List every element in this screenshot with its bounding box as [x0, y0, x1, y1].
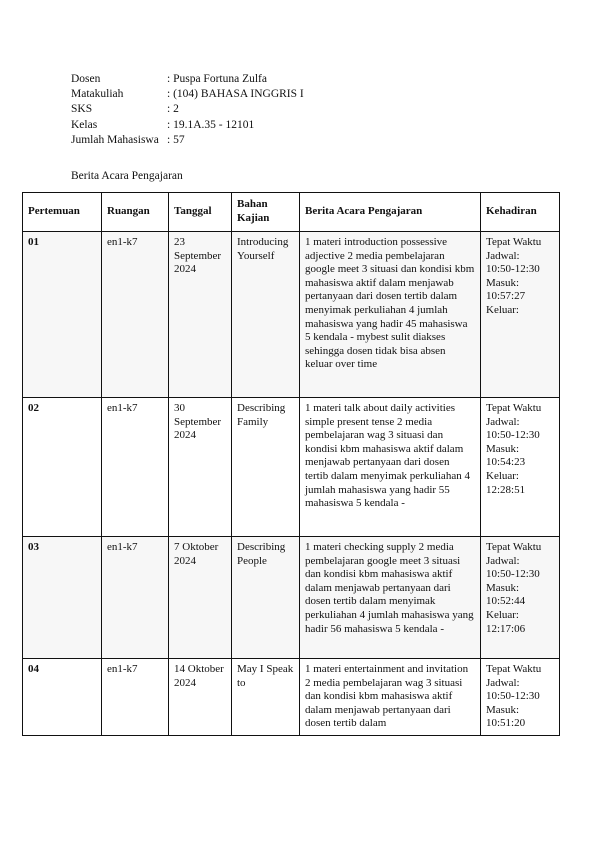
cell-tanggal: 14 Oktober 2024 [169, 659, 232, 736]
kehadiran-masuk-label: Masuk: [486, 703, 519, 716]
info-label: Dosen [71, 73, 101, 85]
kehadiran-keluar: 12:17:06 [486, 622, 526, 635]
cell-bahan-kajian: May I Speak to [232, 659, 300, 736]
cell-berita-acara: 1 materi checking supply 2 media pembelajaran google meet 3 situasi dan kondisi kbm mahasiswa aktif dalam menjawab pertanyaan dari dosen tertib dalam menyimak perkuliahan 4 jumlah mahasiswa yang hadir 56 mahasiswa 5 kendala - [300, 537, 481, 659]
cell-tanggal: 7 Oktober 2024 [169, 537, 232, 659]
cell-berita-acara: 1 materi introduction possessive adjective 2 media pembelajaran google meet 3 situasi dan kondisi kbm mahasiswa aktif dalam menjawab pertanyaan dari dosen tertib dalam menyimak perkuliahan 4 jumlah mahasiswa yang hadir 45 mahasiswa 5 kendala - mybest sulit diakses sehingga dosen tidak bisa absen keluar over time [300, 232, 481, 398]
info-value: : 19.1A.35 - 12101 [167, 118, 255, 131]
kehadiran-status: Tepat Waktu [486, 236, 542, 248]
kehadiran-masuk: 10:57:27 [486, 290, 526, 303]
table-row [23, 232, 560, 398]
kehadiran-masuk-label: Masuk: [486, 276, 519, 289]
kehadiran-jadwal: 10:50-12:30 [486, 690, 540, 703]
section-title: Berita Acara Pengajaran [71, 170, 183, 182]
cell-pertemuan: 04 [23, 659, 102, 736]
kehadiran-jadwal-label: Jadwal: [486, 249, 520, 262]
cell-ruangan: en1-k7 [102, 659, 169, 736]
cell-pertemuan: 02 [23, 398, 102, 537]
info-row-dosen [71, 72, 304, 87]
cell-pertemuan: 03 [23, 537, 102, 659]
header-pertemuan: Pertemuan [23, 193, 102, 232]
info-label: Kelas [71, 118, 98, 131]
cell-ruangan: en1-k7 [102, 537, 169, 659]
kehadiran-jadwal-label: Jadwal: [486, 676, 520, 689]
kehadiran-jadwal: 10:50-12:30 [486, 429, 540, 442]
kehadiran-status: Tepat Waktu [486, 402, 542, 414]
table-row [23, 537, 560, 659]
info-row-kelas [71, 118, 304, 133]
cell-tanggal: 30 September 2024 [169, 398, 232, 537]
info-value: : 2 [167, 103, 179, 116]
cell-kehadiran [481, 659, 560, 736]
table-row [23, 398, 560, 537]
info-row-jumlah-mahasiswa [71, 133, 304, 148]
kehadiran-keluar-label: Keluar: [486, 469, 519, 482]
kehadiran-jadwal: 10:50-12:30 [486, 568, 540, 581]
header-bahan-kajian: Bahan Kajian [232, 193, 300, 232]
cell-berita-acara: 1 materi entertainment and invitation 2 media pembelajaran wag 3 situasi dan kondisi kbm mahasiswa aktif dalam menjawab pertanyaan dari dosen tertib dalam [300, 659, 481, 736]
kehadiran-keluar-label: Keluar: [486, 303, 519, 316]
header-berita-acara: Berita Acara Pengajaran [300, 193, 481, 232]
info-value: : (104) BAHASA INGGRIS I [167, 88, 304, 101]
info-row-sks [71, 102, 304, 117]
kehadiran-masuk: 10:52:44 [486, 595, 526, 608]
cell-pertemuan: 01 [23, 232, 102, 398]
info-label: Jumlah Mahasiswa [71, 133, 159, 146]
kehadiran-jadwal: 10:50-12:30 [486, 263, 540, 276]
kehadiran-keluar: 12:28:51 [486, 483, 526, 496]
info-value: : 57 [167, 133, 185, 146]
kehadiran-masuk: 10:54:23 [486, 456, 526, 469]
kehadiran-jadwal-label: Jadwal: [486, 554, 520, 567]
cell-bahan-kajian: Describing People [232, 537, 300, 659]
teaching-log-table [22, 192, 560, 736]
cell-bahan-kajian: Introducing Yourself [232, 232, 300, 398]
info-row-matakuliah [71, 87, 304, 102]
cell-kehadiran [481, 232, 560, 398]
kehadiran-masuk-label: Masuk: [486, 442, 519, 455]
info-label: SKS [71, 103, 93, 116]
info-value: : Puspa Fortuna Zulfa [167, 73, 267, 85]
info-label: Matakuliah [71, 88, 124, 101]
table-row [23, 659, 560, 736]
cell-tanggal: 23 September 2024 [169, 232, 232, 398]
kehadiran-keluar-label: Keluar: [486, 608, 519, 621]
kehadiran-status: Tepat Waktu [486, 541, 542, 553]
header-tanggal: Tanggal [169, 193, 232, 232]
cell-bahan-kajian: Describing Family [232, 398, 300, 537]
header-kehadiran: Kehadiran [481, 193, 560, 232]
kehadiran-masuk-label: Masuk: [486, 581, 519, 594]
cell-kehadiran [481, 398, 560, 537]
cell-kehadiran [481, 537, 560, 659]
kehadiran-jadwal-label: Jadwal: [486, 415, 520, 428]
kehadiran-masuk: 10:51:20 [486, 717, 526, 730]
cell-ruangan: en1-k7 [102, 232, 169, 398]
cell-ruangan: en1-k7 [102, 398, 169, 537]
course-info [71, 72, 304, 148]
table-header-row [23, 193, 560, 232]
cell-berita-acara: 1 materi talk about daily activities simple present tense 2 media pembelajaran wag 3 situasi dan kondisi kbm mahasiswa aktif dalam menjawab pertanyaan dari dosen tertib dalam menyimak perkuliahan 4 jumlah mahasiswa yang hadir 55 mahasiswa 5 kendala - [300, 398, 481, 537]
header-ruangan: Ruangan [102, 193, 169, 232]
kehadiran-status: Tepat Waktu [486, 663, 542, 675]
